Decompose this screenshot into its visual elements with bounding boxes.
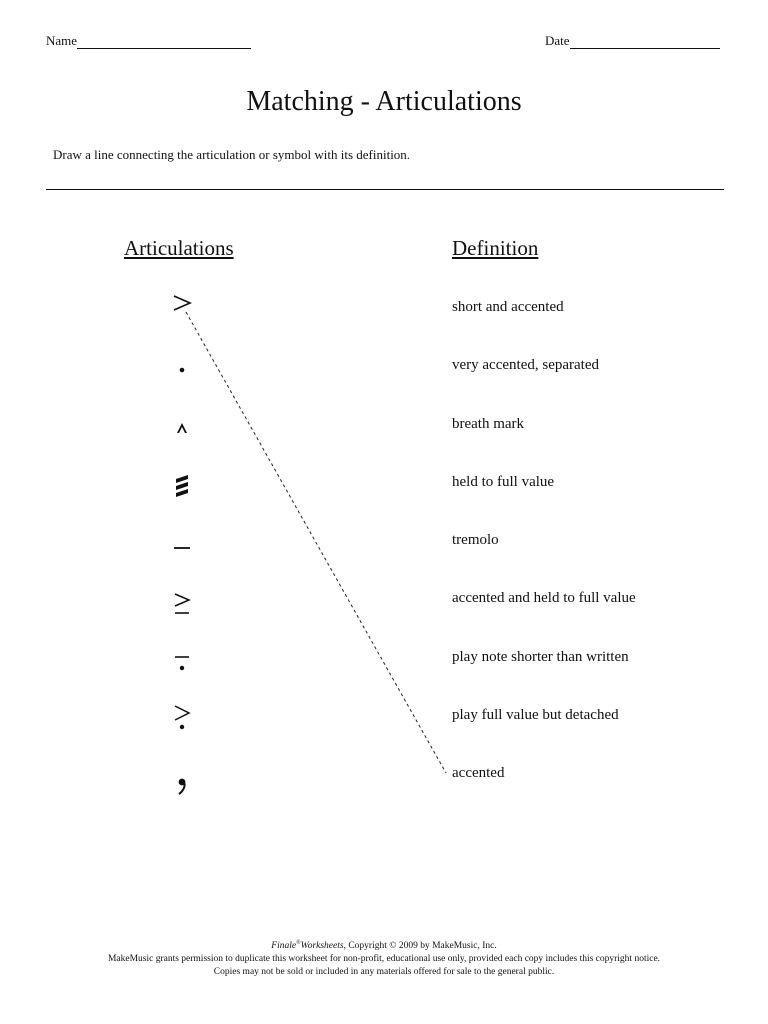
- footer-permission-line: MakeMusic grants permission to duplicate this worksheet for non-profit, educational use only, provided each copy includes this copyright notice.: [107, 954, 661, 965]
- definition-item: accented and held to full value: [452, 590, 636, 606]
- date-label: Date: [545, 33, 570, 48]
- definition-item: very accented, separated: [452, 357, 599, 373]
- articulations-heading: Articulations: [124, 236, 234, 260]
- marcato-icon: [160, 418, 204, 438]
- registered-mark: ®: [296, 940, 301, 946]
- accent-staccato-icon: [160, 702, 204, 732]
- footer-brand: Finale: [271, 941, 297, 952]
- definition-item: accented: [452, 765, 505, 781]
- definition-item: breath mark: [452, 416, 525, 432]
- name-label: Name: [46, 33, 78, 48]
- tenuto-staccato-icon: [160, 650, 204, 676]
- copyright-footer: [0, 937, 768, 979]
- footer-copyright: , Copyright © 2009 by MakeMusic, Inc.: [343, 941, 497, 952]
- footer-copyright-line: [0, 937, 768, 953]
- accent-tenuto-icon: [160, 590, 204, 618]
- instructions-text: Draw a line connecting the articulation or symbol with its definition.: [53, 147, 411, 162]
- tenuto-icon: [160, 538, 204, 558]
- definition-item: tremolo: [452, 532, 499, 548]
- staccato-icon: [160, 360, 204, 380]
- definition-heading: Definition: [452, 236, 539, 260]
- breath-mark-icon: [160, 774, 204, 798]
- definition-item: play full value but detached: [452, 707, 619, 723]
- page-title: Matching - Articulations: [246, 86, 522, 117]
- definition-item: short and accented: [452, 299, 564, 315]
- footer-restriction-line: Copies may not be sold or included in any materials offered for sale to the general public.: [213, 967, 555, 978]
- accent-icon: [160, 292, 204, 314]
- definition-item: play note shorter than written: [452, 649, 629, 665]
- footer-brand-suffix: Worksheets: [300, 941, 344, 952]
- tremolo-icon: [160, 472, 204, 502]
- definition-item: held to full value: [452, 474, 555, 490]
